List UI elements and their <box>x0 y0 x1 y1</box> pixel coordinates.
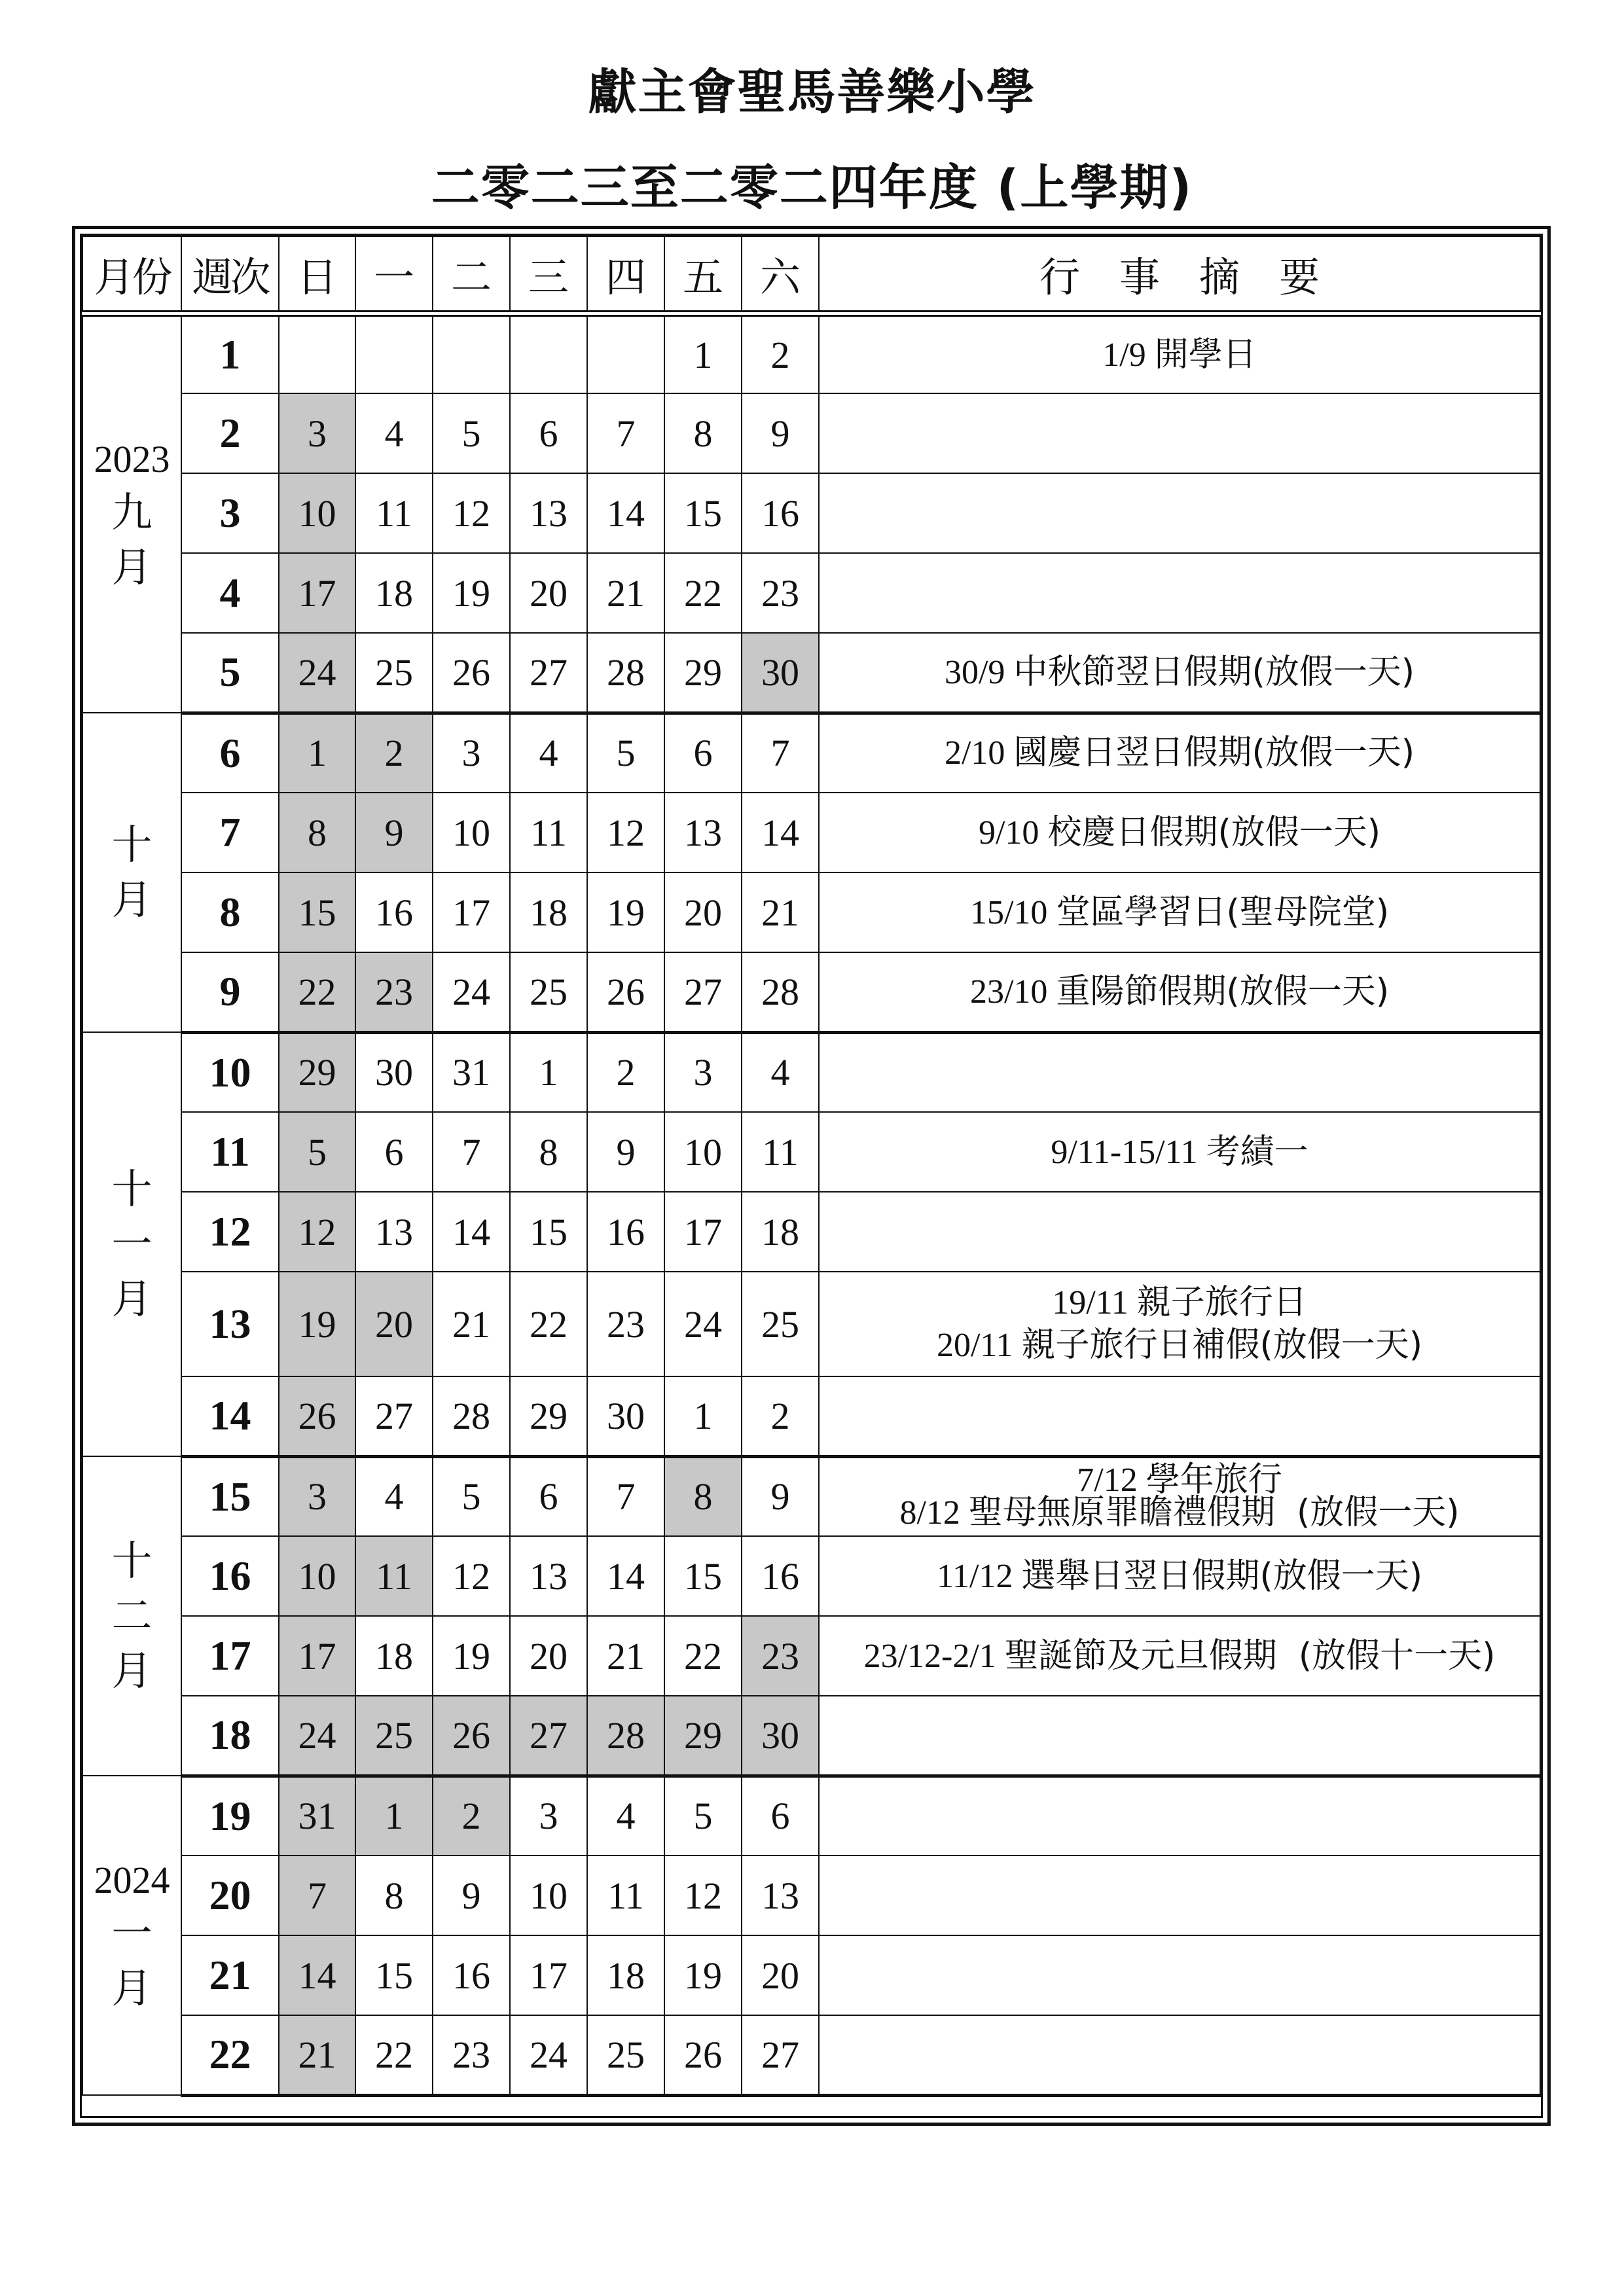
day-cell-sun: 5 <box>279 1112 355 1192</box>
day-cell-fri: 5 <box>664 1776 742 1856</box>
day-cell-mon <box>355 314 433 393</box>
day-cell-sat: 11 <box>742 1112 819 1192</box>
day-cell-tue: 14 <box>433 1192 510 1272</box>
day-cell-tue: 26 <box>433 633 510 713</box>
week-row <box>82 1935 1540 2015</box>
day-cell-thu: 4 <box>587 1776 664 1856</box>
day-cell-wed: 4 <box>510 713 587 793</box>
day-header-thu: 四 <box>587 236 664 314</box>
week-row <box>82 872 1540 952</box>
event-text: 中秋節翌日假期(放假一天) <box>1013 652 1415 692</box>
event-summary <box>819 1032 1540 1112</box>
week-number: 17 <box>181 1616 279 1696</box>
day-cell-tue <box>433 314 510 393</box>
day-cell-sun: 19 <box>279 1272 355 1376</box>
day-cell-fri: 1 <box>664 314 742 393</box>
day-cell-sun: 29 <box>279 1032 355 1112</box>
day-cell-wed: 13 <box>510 1536 587 1616</box>
month-char: 月 <box>111 876 153 924</box>
month-header: 月份 <box>82 236 181 314</box>
calendar-body <box>82 314 1540 2095</box>
header-row <box>82 236 1540 314</box>
day-cell-sat: 6 <box>742 1776 819 1856</box>
day-cell-fri: 26 <box>664 2015 742 2095</box>
event-summary <box>819 633 1540 713</box>
event-line <box>820 1460 1540 1500</box>
event-text: 校慶日假期(放假一天) <box>1047 812 1381 852</box>
day-cell-thu: 23 <box>587 1272 664 1376</box>
day-cell-sat: 23 <box>742 1616 819 1696</box>
day-cell-sun: 24 <box>279 1696 355 1776</box>
day-cell-thu: 7 <box>587 393 664 473</box>
week-row <box>82 1856 1540 1935</box>
event-summary <box>819 713 1540 793</box>
event-text: 考績一 <box>1206 1132 1308 1172</box>
day-cell-thu: 18 <box>587 1935 664 2015</box>
month-char: 十 <box>111 1537 153 1585</box>
day-cell-sun: 26 <box>279 1376 355 1456</box>
event-line <box>820 1282 1540 1324</box>
event-summary <box>819 1192 1540 1272</box>
day-cell-sun: 22 <box>279 952 355 1032</box>
day-cell-fri: 19 <box>664 1935 742 2015</box>
day-cell-sun: 10 <box>279 473 355 553</box>
day-cell-wed: 20 <box>510 553 587 633</box>
day-cell-wed: 25 <box>510 952 587 1032</box>
day-cell-sat: 30 <box>742 1696 819 1776</box>
week-number: 8 <box>181 872 279 952</box>
week-number: 18 <box>181 1696 279 1776</box>
day-cell-fri: 1 <box>664 1376 742 1456</box>
week-number: 6 <box>181 713 279 793</box>
week-number: 15 <box>181 1456 279 1536</box>
day-cell-thu: 21 <box>587 1616 664 1696</box>
day-cell-fri: 8 <box>664 393 742 473</box>
event-date: 9/10 <box>978 814 1039 852</box>
event-line <box>820 732 1540 774</box>
week-number: 7 <box>181 793 279 872</box>
day-cell-fri: 27 <box>664 952 742 1032</box>
day-cell-thu: 16 <box>587 1192 664 1272</box>
event-text: 聖母無原罪瞻禮假期 (放假一天) <box>968 1492 1460 1532</box>
day-cell-mon: 11 <box>355 1536 433 1616</box>
week-row <box>82 1192 1540 1272</box>
event-summary <box>819 1935 1540 2015</box>
event-date: 11/12 <box>936 1557 1013 1595</box>
day-cell-tue: 7 <box>433 1112 510 1192</box>
day-cell-tue: 24 <box>433 952 510 1032</box>
day-cell-sun: 14 <box>279 1935 355 2015</box>
day-cell-sun: 7 <box>279 1856 355 1935</box>
event-summary <box>819 2015 1540 2095</box>
day-cell-tue: 17 <box>433 872 510 952</box>
week-number: 22 <box>181 2015 279 2095</box>
day-cell-tue: 5 <box>433 1456 510 1536</box>
event-summary <box>819 872 1540 952</box>
day-cell-mon: 8 <box>355 1856 433 1935</box>
day-cell-mon: 9 <box>355 793 433 872</box>
event-text: 重陽節假期(放假一天) <box>1056 971 1390 1011</box>
week-row <box>82 1696 1540 1776</box>
month-char: 月 <box>111 1646 153 1695</box>
day-cell-fri: 29 <box>664 1696 742 1776</box>
day-header-wed: 三 <box>510 236 587 314</box>
week-number: 19 <box>181 1776 279 1856</box>
month-cell <box>82 1776 181 2095</box>
day-cell-wed: 10 <box>510 1856 587 1935</box>
month-char: 月 <box>111 1274 153 1323</box>
event-summary <box>819 1616 1540 1696</box>
day-header-tue: 二 <box>433 236 510 314</box>
day-cell-mon: 22 <box>355 2015 433 2095</box>
event-line <box>820 651 1540 694</box>
day-cell-mon: 6 <box>355 1112 433 1192</box>
day-cell-mon: 23 <box>355 952 433 1032</box>
event-line <box>820 971 1540 1013</box>
week-number: 1 <box>181 314 279 393</box>
day-cell-tue: 19 <box>433 553 510 633</box>
day-cell-thu: 7 <box>587 1456 664 1536</box>
day-cell-sun: 3 <box>279 393 355 473</box>
day-cell-sat: 7 <box>742 713 819 793</box>
day-cell-mon: 4 <box>355 1456 433 1536</box>
day-cell-sun: 10 <box>279 1536 355 1616</box>
day-cell-sat: 9 <box>742 1456 819 1536</box>
day-cell-sat: 23 <box>742 553 819 633</box>
day-cell-mon: 25 <box>355 633 433 713</box>
month-char: 十 <box>111 1165 153 1213</box>
event-summary <box>819 393 1540 473</box>
event-date: 15/10 <box>969 893 1048 931</box>
event-summary <box>819 1536 1540 1616</box>
week-number: 10 <box>181 1032 279 1112</box>
day-cell-sat: 28 <box>742 952 819 1032</box>
month-char: 二 <box>111 1592 153 1640</box>
day-cell-sun: 31 <box>279 1776 355 1856</box>
event-summary <box>819 1696 1540 1776</box>
week-row <box>82 633 1540 713</box>
day-cell-sun: 15 <box>279 872 355 952</box>
day-header-sun: 日 <box>279 236 355 314</box>
week-number: 14 <box>181 1376 279 1456</box>
week-header: 週次 <box>181 236 279 314</box>
week-row <box>82 1032 1540 1112</box>
day-cell-thu: 19 <box>587 872 664 952</box>
event-date: 7/12 <box>1077 1462 1138 1499</box>
week-row <box>82 473 1540 553</box>
week-number: 13 <box>181 1272 279 1376</box>
day-cell-sat: 4 <box>742 1032 819 1112</box>
month-cell <box>82 1456 181 1776</box>
event-text: 開學日 <box>1154 334 1257 374</box>
day-cell-wed: 18 <box>510 872 587 952</box>
day-cell-tue: 16 <box>433 1935 510 2015</box>
summary-header: 行事摘要 <box>819 236 1540 314</box>
event-text: 親子旅行日 <box>1136 1283 1307 1322</box>
day-cell-mon: 18 <box>355 553 433 633</box>
day-cell-wed: 27 <box>510 633 587 713</box>
week-row <box>82 1112 1540 1192</box>
month-year: 2024 <box>94 1859 170 1902</box>
day-cell-mon: 27 <box>355 1376 433 1456</box>
event-summary <box>819 1456 1540 1536</box>
day-cell-mon: 13 <box>355 1192 433 1272</box>
event-summary <box>819 1376 1540 1456</box>
day-cell-fri: 24 <box>664 1272 742 1376</box>
day-cell-sat: 16 <box>742 473 819 553</box>
day-cell-thu: 12 <box>587 793 664 872</box>
day-cell-thu: 11 <box>587 1856 664 1935</box>
day-cell-sat: 30 <box>742 633 819 713</box>
calendar-table <box>82 236 1541 2097</box>
day-cell-wed: 17 <box>510 1935 587 2015</box>
day-cell-wed: 1 <box>510 1032 587 1112</box>
day-cell-sun: 1 <box>279 713 355 793</box>
day-cell-fri: 3 <box>664 1032 742 1112</box>
week-number: 2 <box>181 393 279 473</box>
week-row <box>82 553 1540 633</box>
day-cell-fri: 29 <box>664 633 742 713</box>
event-date: 8/12 <box>899 1494 960 1532</box>
event-date: 30/9 <box>944 653 1005 691</box>
week-number: 21 <box>181 1935 279 2015</box>
event-summary <box>819 553 1540 633</box>
event-text: 選舉日翌日假期(放假一天) <box>1021 1556 1423 1596</box>
day-cell-sun: 3 <box>279 1456 355 1536</box>
day-cell-mon: 18 <box>355 1616 433 1696</box>
event-text: 學年旅行 <box>1146 1460 1282 1500</box>
school-name: 獻主會聖馬善樂小學 <box>588 64 1036 120</box>
week-number: 20 <box>181 1856 279 1935</box>
week-number: 5 <box>181 633 279 713</box>
day-cell-sat: 27 <box>742 2015 819 2095</box>
week-number: 9 <box>181 952 279 1032</box>
day-cell-tue: 26 <box>433 1696 510 1776</box>
event-line <box>820 1131 1540 1174</box>
day-cell-sun: 21 <box>279 2015 355 2095</box>
day-cell-mon: 11 <box>355 473 433 553</box>
week-row <box>82 2015 1540 2095</box>
day-cell-sat: 21 <box>742 872 819 952</box>
month-cell <box>82 314 181 713</box>
day-cell-wed: 11 <box>510 793 587 872</box>
day-cell-thu: 21 <box>587 553 664 633</box>
event-line <box>820 334 1540 376</box>
day-cell-thu: 14 <box>587 473 664 553</box>
day-cell-fri: 13 <box>664 793 742 872</box>
event-date: 1/9 <box>1102 336 1146 374</box>
event-date: 23/12-2/1 <box>863 1637 996 1675</box>
day-cell-mon: 16 <box>355 872 433 952</box>
day-cell-fri: 22 <box>664 553 742 633</box>
week-row <box>82 793 1540 872</box>
day-cell-sun: 17 <box>279 1616 355 1696</box>
event-summary <box>819 314 1540 393</box>
event-text: 聖誕節及元旦假期 (放假十一天) <box>1004 1636 1496 1676</box>
month-char: 月 <box>111 1964 153 2013</box>
day-cell-sat: 25 <box>742 1272 819 1376</box>
day-cell-thu: 26 <box>587 952 664 1032</box>
event-date: 20/11 <box>936 1327 1013 1364</box>
day-cell-tue: 10 <box>433 793 510 872</box>
day-cell-sat: 13 <box>742 1856 819 1935</box>
day-cell-mon: 20 <box>355 1272 433 1376</box>
month-char: 九 <box>111 488 153 537</box>
day-cell-sat: 2 <box>742 314 819 393</box>
month-char: 一 <box>111 1909 153 1958</box>
day-cell-mon: 2 <box>355 713 433 793</box>
day-cell-mon: 30 <box>355 1032 433 1112</box>
week-row <box>82 1616 1540 1696</box>
month-year: 2023 <box>94 438 170 481</box>
week-row <box>82 1376 1540 1456</box>
day-cell-fri: 6 <box>664 713 742 793</box>
day-cell-sat: 16 <box>742 1536 819 1616</box>
day-cell-tue: 31 <box>433 1032 510 1112</box>
week-number: 4 <box>181 553 279 633</box>
day-cell-tue: 23 <box>433 2015 510 2095</box>
day-cell-thu: 28 <box>587 1696 664 1776</box>
week-row <box>82 393 1540 473</box>
day-cell-thu <box>587 314 664 393</box>
day-cell-fri: 22 <box>664 1616 742 1696</box>
day-cell-wed: 6 <box>510 393 587 473</box>
week-row <box>82 1776 1540 1856</box>
day-cell-sun: 12 <box>279 1192 355 1272</box>
day-cell-thu: 5 <box>587 713 664 793</box>
day-cell-wed: 24 <box>510 2015 587 2095</box>
day-cell-sat: 2 <box>742 1376 819 1456</box>
day-cell-sun: 24 <box>279 633 355 713</box>
day-cell-thu: 2 <box>587 1032 664 1112</box>
day-cell-tue: 21 <box>433 1272 510 1376</box>
day-cell-wed: 15 <box>510 1192 587 1272</box>
day-cell-wed: 13 <box>510 473 587 553</box>
day-header-sat: 六 <box>742 236 819 314</box>
day-cell-fri: 15 <box>664 1536 742 1616</box>
day-cell-fri: 20 <box>664 872 742 952</box>
week-row <box>82 1536 1540 1616</box>
event-date: 2/10 <box>944 734 1005 772</box>
event-text: 堂區學習日(聖母院堂) <box>1056 892 1390 932</box>
day-cell-sun: 8 <box>279 793 355 872</box>
day-cell-sun: 17 <box>279 553 355 633</box>
day-cell-sun <box>279 314 355 393</box>
event-summary <box>819 1856 1540 1935</box>
day-cell-fri: 8 <box>664 1456 742 1536</box>
week-row <box>82 1272 1540 1376</box>
event-date: 23/10 <box>969 973 1048 1011</box>
event-line <box>820 1635 1540 1677</box>
day-cell-fri: 17 <box>664 1192 742 1272</box>
day-cell-fri: 10 <box>664 1112 742 1192</box>
day-cell-wed: 27 <box>510 1696 587 1776</box>
day-cell-tue: 12 <box>433 473 510 553</box>
day-cell-tue: 3 <box>433 713 510 793</box>
event-summary <box>819 1272 1540 1376</box>
day-cell-tue: 28 <box>433 1376 510 1456</box>
week-number: 12 <box>181 1192 279 1272</box>
week-number: 3 <box>181 473 279 553</box>
day-cell-thu: 14 <box>587 1536 664 1616</box>
day-cell-tue: 2 <box>433 1776 510 1856</box>
day-cell-thu: 9 <box>587 1112 664 1192</box>
day-cell-wed: 3 <box>510 1776 587 1856</box>
day-cell-tue: 9 <box>433 1856 510 1935</box>
week-number: 16 <box>181 1536 279 1616</box>
day-cell-wed: 8 <box>510 1112 587 1192</box>
day-cell-wed <box>510 314 587 393</box>
day-cell-tue: 12 <box>433 1536 510 1616</box>
month-cell <box>82 713 181 1032</box>
event-date: 9/11-15/11 <box>1051 1133 1198 1171</box>
event-summary <box>819 1776 1540 1856</box>
day-cell-sat: 18 <box>742 1192 819 1272</box>
month-char: 十 <box>111 821 153 869</box>
month-char: 月 <box>111 543 153 592</box>
day-cell-tue: 5 <box>433 393 510 473</box>
day-cell-wed: 6 <box>510 1456 587 1536</box>
day-cell-tue: 19 <box>433 1616 510 1696</box>
day-cell-wed: 22 <box>510 1272 587 1376</box>
day-cell-mon: 15 <box>355 1935 433 2015</box>
week-row <box>82 314 1540 393</box>
event-line <box>820 812 1540 854</box>
day-cell-mon: 1 <box>355 1776 433 1856</box>
day-cell-fri: 12 <box>664 1856 742 1935</box>
day-cell-thu: 25 <box>587 2015 664 2095</box>
month-cell <box>82 1032 181 1456</box>
day-cell-thu: 28 <box>587 633 664 713</box>
day-header-mon: 一 <box>355 236 433 314</box>
day-cell-sat: 9 <box>742 393 819 473</box>
month-char: 一 <box>111 1220 153 1268</box>
day-cell-wed: 20 <box>510 1616 587 1696</box>
day-cell-sat: 14 <box>742 793 819 872</box>
week-row <box>82 952 1540 1032</box>
day-header-fri: 五 <box>664 236 742 314</box>
event-line <box>820 1324 1540 1367</box>
event-line <box>820 891 1540 934</box>
event-text: 親子旅行日補假(放假一天) <box>1021 1325 1423 1365</box>
day-cell-wed: 29 <box>510 1376 587 1456</box>
term-title: 二零二三至二零二四年度 (上學期) <box>431 160 1193 216</box>
week-number: 11 <box>181 1112 279 1192</box>
event-summary <box>819 952 1540 1032</box>
event-line <box>820 1492 1540 1532</box>
event-text: 國慶日翌日假期(放假一天) <box>1013 733 1415 773</box>
event-line <box>820 1555 1540 1598</box>
day-cell-fri: 15 <box>664 473 742 553</box>
week-row <box>82 713 1540 793</box>
event-summary <box>819 473 1540 553</box>
day-cell-mon: 4 <box>355 393 433 473</box>
event-summary <box>819 793 1540 872</box>
day-cell-sat: 20 <box>742 1935 819 2015</box>
day-cell-mon: 25 <box>355 1696 433 1776</box>
week-row <box>82 1456 1540 1536</box>
event-date: 19/11 <box>1052 1284 1128 1321</box>
event-summary <box>819 1112 1540 1192</box>
day-cell-thu: 30 <box>587 1376 664 1456</box>
